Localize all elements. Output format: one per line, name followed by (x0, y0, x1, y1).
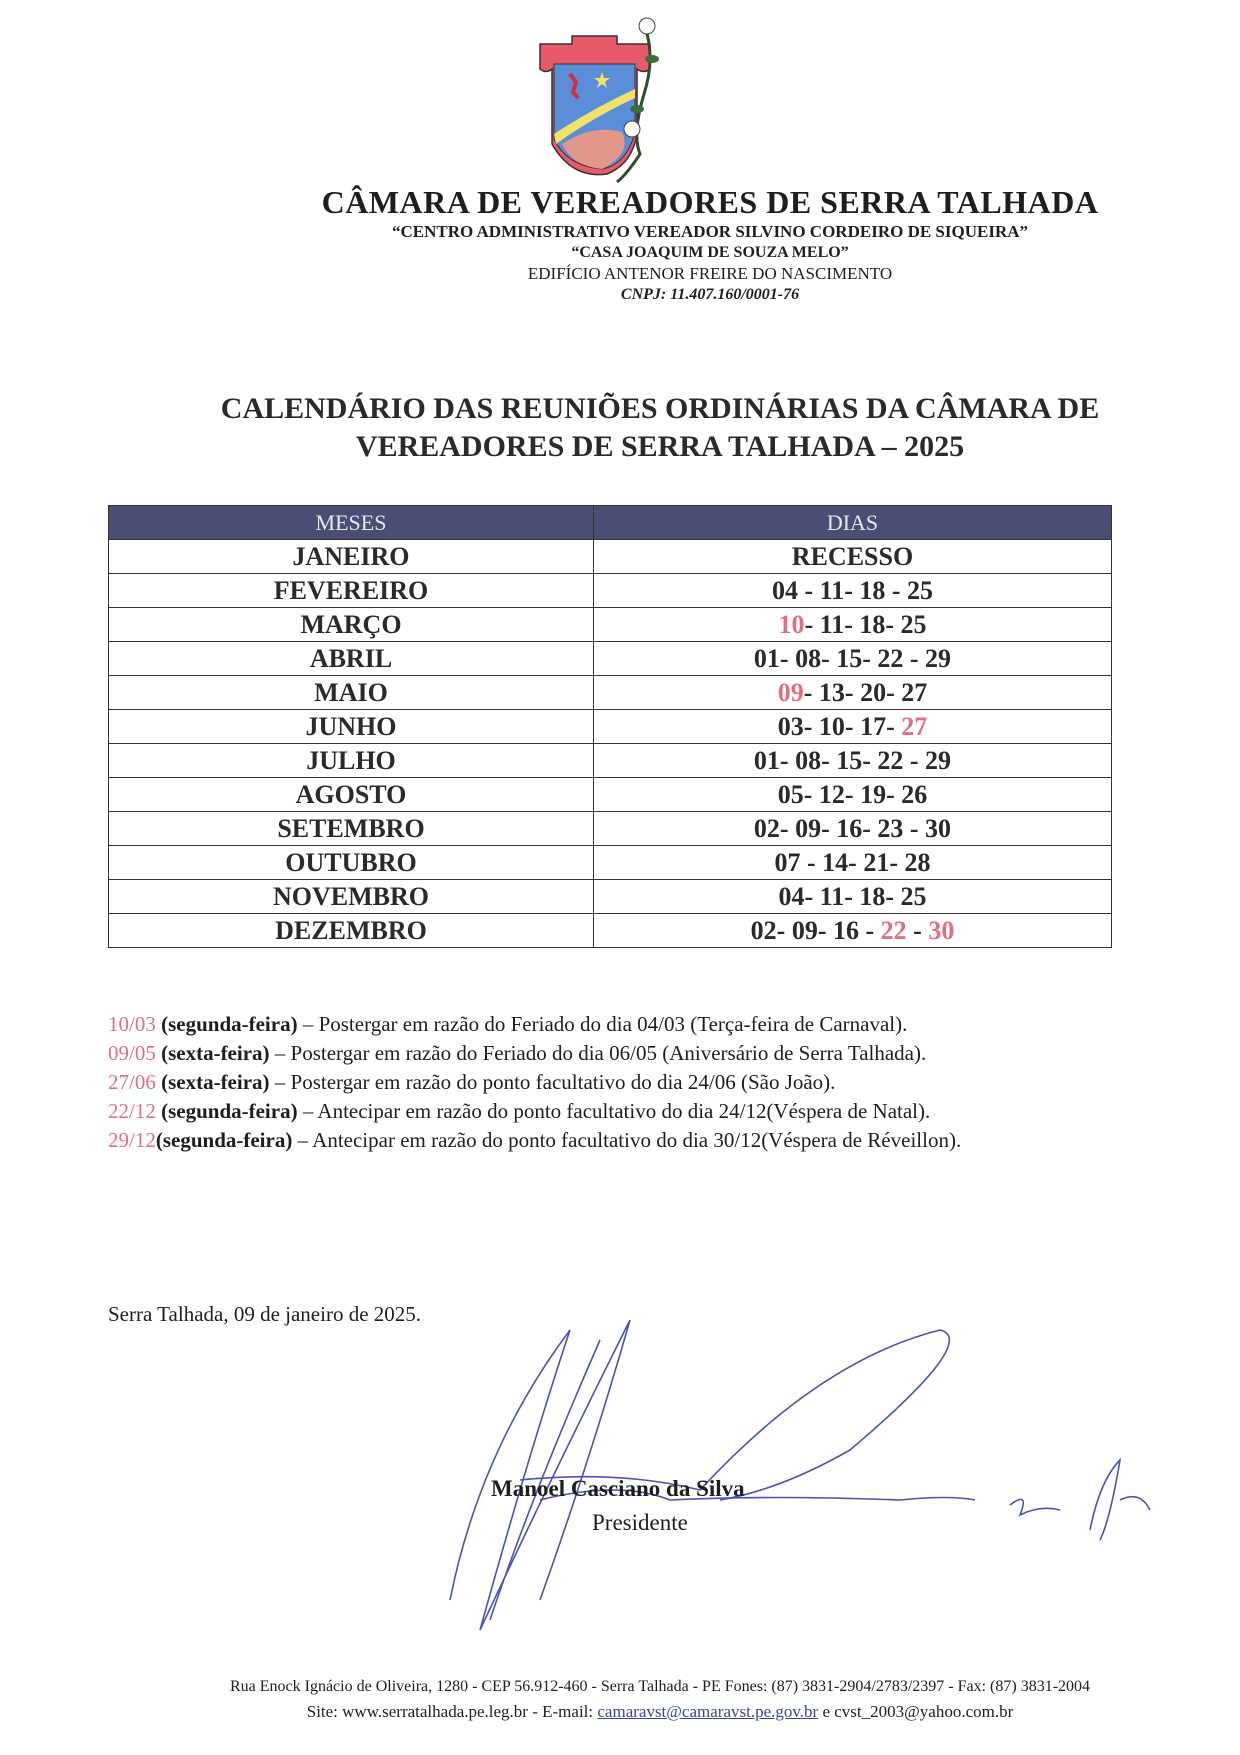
building-name: “CENTRO ADMINISTRATIVO VEREADOR SILVINO CORDEIRO DE SIQUEIRA” (391, 222, 1029, 241)
rescheduled-day: 22 (880, 915, 907, 945)
note-text: – Antecipar em razão do ponto facultativo do dia 30/12(Véspera de Réveillon). (292, 1128, 962, 1152)
note-item (108, 1010, 961, 1039)
email-2: cvst_2003@yahoo.com.br (834, 1702, 1014, 1721)
day-text: - 13- 20- 27 (803, 677, 928, 707)
house-name: “CASA JOAQUIM DE SOUZA MELO” (571, 244, 849, 261)
footer-contact (40, 1702, 1240, 1722)
days-cell (594, 846, 1112, 880)
table-row (109, 914, 1112, 948)
note-weekday: (sexta-feira) (155, 1041, 270, 1065)
days-cell (594, 574, 1112, 608)
table-row (109, 540, 1112, 574)
note-text: – Postergar em razão do Feriado do dia 04/03 (Terça-feira de Carnaval). (297, 1012, 908, 1036)
month-cell: OUTUBRO (109, 846, 594, 880)
month-cell: JULHO (109, 744, 594, 778)
days-cell (594, 710, 1112, 744)
days-cell (594, 744, 1112, 778)
notes-list (108, 1010, 961, 1155)
note-date: 10/03 (108, 1012, 156, 1036)
day-text: 04- 11- 18- 25 (778, 881, 927, 911)
day-text: 02- 09- 16- 23 - 30 (753, 813, 952, 843)
month-cell: NOVEMBRO (109, 880, 594, 914)
table-row (109, 676, 1112, 710)
rescheduled-day: 09 (777, 677, 804, 707)
month-cell: MAIO (109, 676, 594, 710)
document-title (40, 390, 1240, 466)
note-item (108, 1039, 961, 1068)
title-line-1: CALENDÁRIO DAS REUNIÕES ORDINÁRIAS DA CÂMARA DE (220, 392, 1100, 425)
note-date: 09/05 (108, 1041, 156, 1065)
note-text: – Antecipar em razão do ponto facultativo do dia 24/12(Véspera de Natal). (297, 1099, 931, 1123)
month-cell: AGOSTO (109, 778, 594, 812)
note-weekday: (segunda-feira) (155, 1128, 293, 1152)
day-text: 02- 09- 16 - (750, 915, 881, 945)
note-weekday: (segunda-feira) (155, 1099, 298, 1123)
rescheduled-day: 27 (901, 711, 928, 741)
table-row (109, 642, 1112, 676)
day-text: RECESSO (791, 541, 914, 571)
day-text: 01- 08- 15- 22 - 29 (753, 643, 952, 673)
day-text: - 11- 18- 25 (804, 609, 927, 639)
handwritten-signature (420, 1300, 1180, 1640)
header-days: DIAS (594, 506, 1112, 540)
header-months: MESES (109, 506, 594, 540)
note-item (108, 1126, 961, 1155)
month-cell: JANEIRO (109, 540, 594, 574)
signatory-name: Manoel Casciano da Silva (491, 1476, 745, 1501)
calendar-table (108, 505, 1112, 948)
days-cell (594, 540, 1112, 574)
month-cell: JUNHO (109, 710, 594, 744)
days-cell (594, 608, 1112, 642)
coat-of-arms-logo (532, 14, 682, 184)
edifice-name: EDIFÍCIO ANTENOR FREIRE DO NASCIMENTO (527, 264, 893, 283)
day-text: 07 - 14- 21- 28 (774, 847, 931, 877)
table-row (109, 880, 1112, 914)
days-cell (594, 642, 1112, 676)
place-date: Serra Talhada, 09 de janeiro de 2025. (108, 1302, 422, 1326)
table-row (109, 574, 1112, 608)
signatory-role: Presidente (592, 1510, 688, 1535)
table-row (109, 608, 1112, 642)
title-line-2: VEREADORES DE SERRA TALHADA – 2025 (355, 430, 965, 463)
note-weekday: (sexta-feira) (155, 1070, 270, 1094)
table-row (109, 778, 1112, 812)
days-cell (594, 914, 1112, 948)
note-text: – Postergar em razão do ponto facultativo do dia 24/06 (São João). (269, 1070, 836, 1094)
email-link-1[interactable]: camaravst@camaravst.pe.gov.br (597, 1702, 819, 1721)
footer-site: Site: www.serratalhada.pe.leg.br - E-mail: (306, 1702, 598, 1721)
days-cell (594, 778, 1112, 812)
days-cell (594, 812, 1112, 846)
note-text: – Postergar em razão do Feriado do dia 06/05 (Aniversário de Serra Talhada). (269, 1041, 927, 1065)
rescheduled-day: 10 (778, 609, 805, 639)
cnpj: CNPJ: 11.407.160/0001-76 (620, 286, 800, 303)
month-cell: ABRIL (109, 642, 594, 676)
day-text: 03- 10- 17- (777, 711, 902, 741)
org-name: CÂMARA DE VEREADORES DE SERRA TALHADA (321, 184, 1099, 220)
note-date: 22/12 (108, 1099, 156, 1123)
month-cell: MARÇO (109, 608, 594, 642)
day-text: - (906, 915, 929, 945)
table-row (109, 846, 1112, 880)
table-row (109, 744, 1112, 778)
days-cell (594, 880, 1112, 914)
note-date: 29/12 (108, 1128, 156, 1152)
day-text: 01- 08- 15- 22 - 29 (753, 745, 952, 775)
note-item (108, 1068, 961, 1097)
table-row (109, 812, 1112, 846)
email-separator: e (818, 1702, 835, 1721)
month-cell: SETEMBRO (109, 812, 594, 846)
note-weekday: (segunda-feira) (155, 1012, 298, 1036)
rescheduled-day: 30 (928, 915, 955, 945)
month-cell: FEVEREIRO (109, 574, 594, 608)
note-date: 27/06 (108, 1070, 156, 1094)
note-item (108, 1097, 961, 1126)
day-text: 04 - 11- 18 - 25 (771, 575, 934, 605)
days-cell (594, 676, 1112, 710)
day-text: 05- 12- 19- 26 (777, 779, 928, 809)
month-cell: DEZEMBRO (109, 914, 594, 948)
table-row (109, 710, 1112, 744)
footer-address: Rua Enock Ignácio de Oliveira, 1280 - CEP 56.912-460 - Serra Talhada - PE Fones: (87) 3831-2904/2783/2397 - Fax: (87) 3831-2004 (229, 1678, 1091, 1695)
